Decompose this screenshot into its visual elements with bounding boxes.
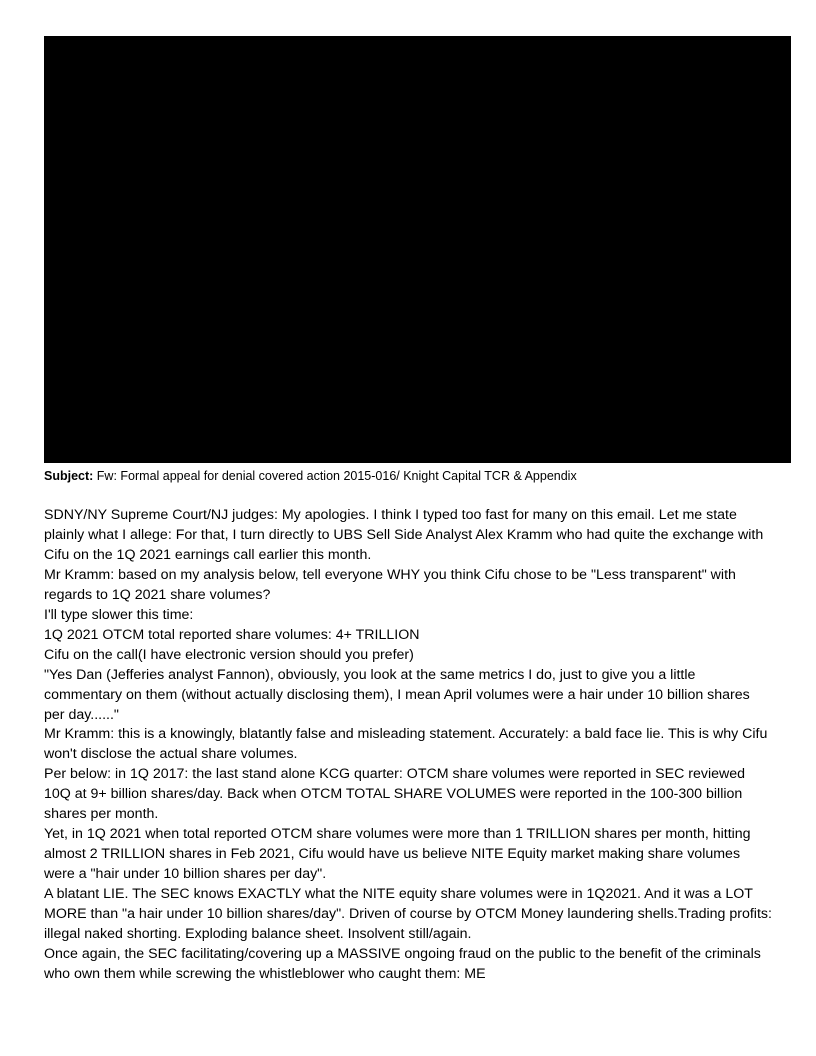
email-subject-line	[44, 467, 794, 485]
subject-text: Fw: Formal appeal for denial covered action 2015-016/ Knight Capital TCR & Appendix	[96, 469, 577, 483]
body-paragraph: Once again, the SEC facilitating/covering up a MASSIVE ongoing fraud on the public to the benefit of the criminals who own them while screwing the whistleblower who caught them: ME	[44, 945, 761, 982]
body-paragraph: Cifu on the call(I have electronic version should you prefer)	[44, 646, 414, 663]
subject-label: Subject:	[44, 469, 94, 483]
body-paragraph: SDNY/NY Supreme Court/NJ judges: My apologies. I think I typed too fast for many on this email. Let me state plainly what I allege: For that, I turn directly to UBS Sell Side Analyst Alex Kramm who had quite the exchange with Cifu on the 1Q 2021 earnings call earlier this month.	[44, 507, 764, 563]
body-paragraph: I'll type slower this time:	[44, 606, 194, 623]
body-paragraph: Yet, in 1Q 2021 when total reported OTCM share volumes were more than 1 TRILLION shares per month, hitting almost 2 TRILLION shares in Feb 2021, Cifu would have us believe NITE Equity market making share volumes were a "hair under 10 billion shares per day".	[44, 826, 751, 883]
body-paragraph: A blatant LIE. The SEC knows EXACTLY what the NITE equity share volumes were in 1Q2021. And it was a LOT MORE than "a hair under 10 billion shares/day". Driven of course by OTCM Money laundering shells.Trading profits: illegal naked shorting. Exploding balance sheet. Insolvent still/again.	[44, 886, 772, 943]
body-paragraph: Per below: in 1Q 2017: the last stand alone KCG quarter: OTCM share volumes were reported in SEC reviewed 10Q at 9+ billion shares/day. Back when OTCM TOTAL SHARE VOLUMES were reported in the 100-300 billion shares per month.	[44, 766, 746, 823]
body-paragraph: 1Q 2021 OTCM total reported share volumes: 4+ TRILLION	[44, 626, 420, 643]
body-paragraph: "Yes Dan (Jefferies analyst Fannon), obviously, you look at the same metrics I do, just to give you a little commentary on them (without actually disclosing them), I mean April volumes were a hair under 10 billion shares per day......"	[44, 666, 750, 723]
email-body	[44, 506, 774, 985]
body-paragraph: Mr Kramm: this is a knowingly, blatantly false and misleading statement. Accurately: a bald face lie. This is why Cifu won't disclose the actual share volumes.	[44, 726, 768, 763]
body-paragraph: Mr Kramm: based on my analysis below, tell everyone WHY you think Cifu chose to be "Less transparent" with regards to 1Q 2021 share volumes?	[44, 566, 736, 603]
redaction-block	[44, 36, 791, 463]
